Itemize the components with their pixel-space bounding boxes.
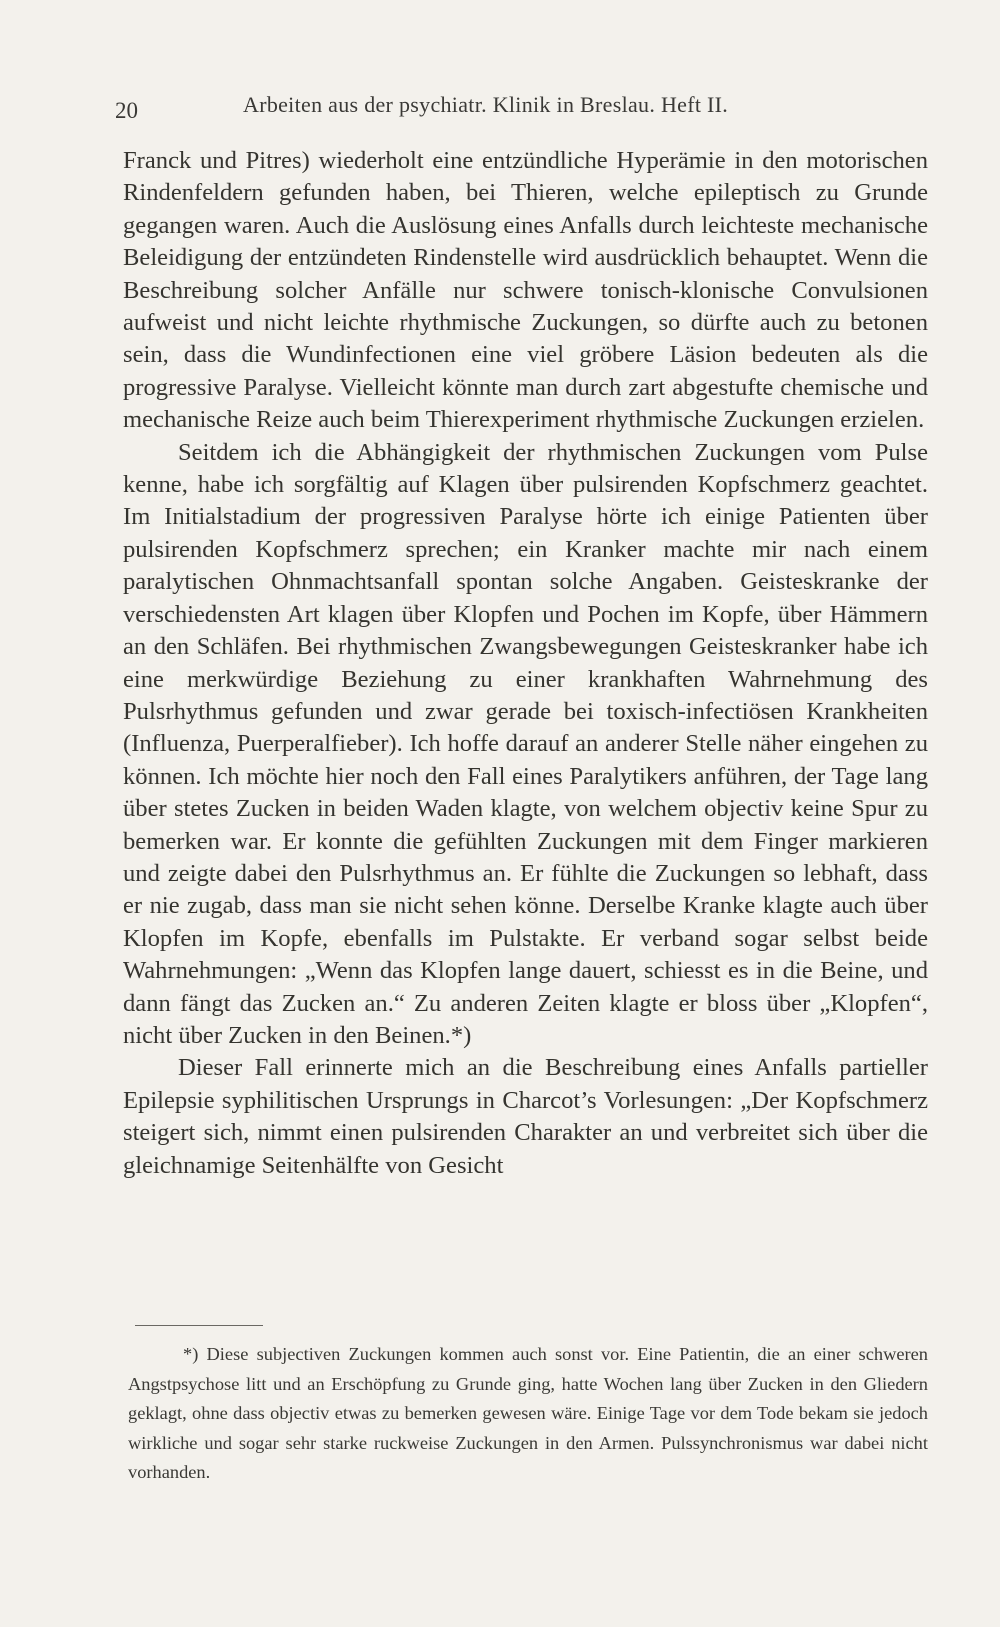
- paragraph-continuation: Franck und Pitres) wiederholt eine entzündliche Hyperämie in den motorischen Rindenfeldern gefunden haben, bei Thieren, welche epileptisch zu Grunde gegangen waren. Auch die Auslösung eines Anfalls durch leichteste mechanische Beleidigung der entzündeten Rindenstelle wird ausdrücklich behauptet. Wenn die Beschreibung solcher Anfälle nur schwere tonisch-klonische Convulsionen aufweist und nicht leichte rhythmische Zuckungen, so dürfte auch zu betonen sein, dass die Wundinfectionen eine viel gröbere Läsion bedeuten als die progressive Paralyse. Vielleicht könnte man durch zart abgestufte chemische und mechanische Reize auch beim Thierexperiment rhythmische Zuckungen erzielen.: [123, 147, 928, 434]
- paragraph: Seitdem ich die Abhängigkeit der rhythmischen Zuckungen vom Pulse kenne, habe ich sorgfältig auf Klagen über pulsirenden Kopfschmerz geachtet. Im Initialstadium der progressiven Paralyse hörte ich einige Patienten über pulsirenden Kopfschmerz sprechen; ein Kranker machte mir nach einem paralytischen Ohnmachtsanfall spontan solche Angaben. Geisteskranke der verschiedensten Art klagen über Klopfen und Pochen im Kopfe, über Hämmern an den Schläfen. Bei rhythmischen Zwangsbewegungen Geisteskranker habe ich eine merkwürdige Beziehung zu einer krankhaften Wahrnehmung des Pulsrhythmus gefunden und zwar gerade bei toxisch-infectiösen Krankheiten (Influenza, Puerperalfieber). Ich hoffe darauf an anderer Stelle näher eingehen zu können. Ich möchte hier noch den Fall eines Paralytikers anführen, der Tage lang über stetes Zucken in beiden Waden klagte, von welchem objectiv keine Spur zu bemerken war. Er konnte die gefühlten Zuckungen mit dem Finger markieren und zeigte dabei den Pulsrhythmus an. Er fühlte die Zuckungen so lebhaft, dass er nie zugab, dass man sie nicht sehen könne. Derselbe Kranke klagte auch über Klopfen im Kopfe, ebenfalls im Pulstakte. Er verband sogar selbst beide Wahrnehmungen: „Wenn das Klopfen lange dauert, schiesst es in die Beine, und dann fängt das Zucken an.“ Zu anderen Zeiten klagte er bloss über „Klopfen“, nicht über Zucken in den Beinen.*): [123, 438, 928, 1049]
- page-number: 20: [115, 98, 138, 123]
- footnote: [128, 1340, 928, 1488]
- footnote-divider: [135, 1325, 263, 1326]
- page-header: [115, 92, 925, 132]
- footnote-text: *) Diese subjectiven Zuckungen kommen auch sonst vor. Eine Patientin, die an einer schweren Angstpsychose litt und an Erschöpfung zu Grunde ging, hatte Wochen lang über Zucken in den Gliedern geklagt, ohne dass objectiv etwas zu bemerken gewesen wäre. Einige Tage vor dem Tode bekam sie jedoch wirkliche und sogar sehr starke ruckweise Zuckungen in den Armen. Pulssynchronismus war dabei nicht vorhanden.: [128, 1344, 928, 1483]
- paragraph: Dieser Fall erinnerte mich an die Beschreibung eines Anfalls partieller Epilepsie syphilitischen Ursprungs in Charcot’s Vorlesungen: „Der Kopfschmerz steigert sich, nimmt einen pulsirenden Charakter an und verbreitet sich über die gleichnamige Seitenhälfte von Gesicht: [123, 1054, 928, 1179]
- body-text: [123, 145, 928, 1182]
- running-head: Arbeiten aus der psychiatr. Klinik in Breslau. Heft II.: [243, 92, 729, 117]
